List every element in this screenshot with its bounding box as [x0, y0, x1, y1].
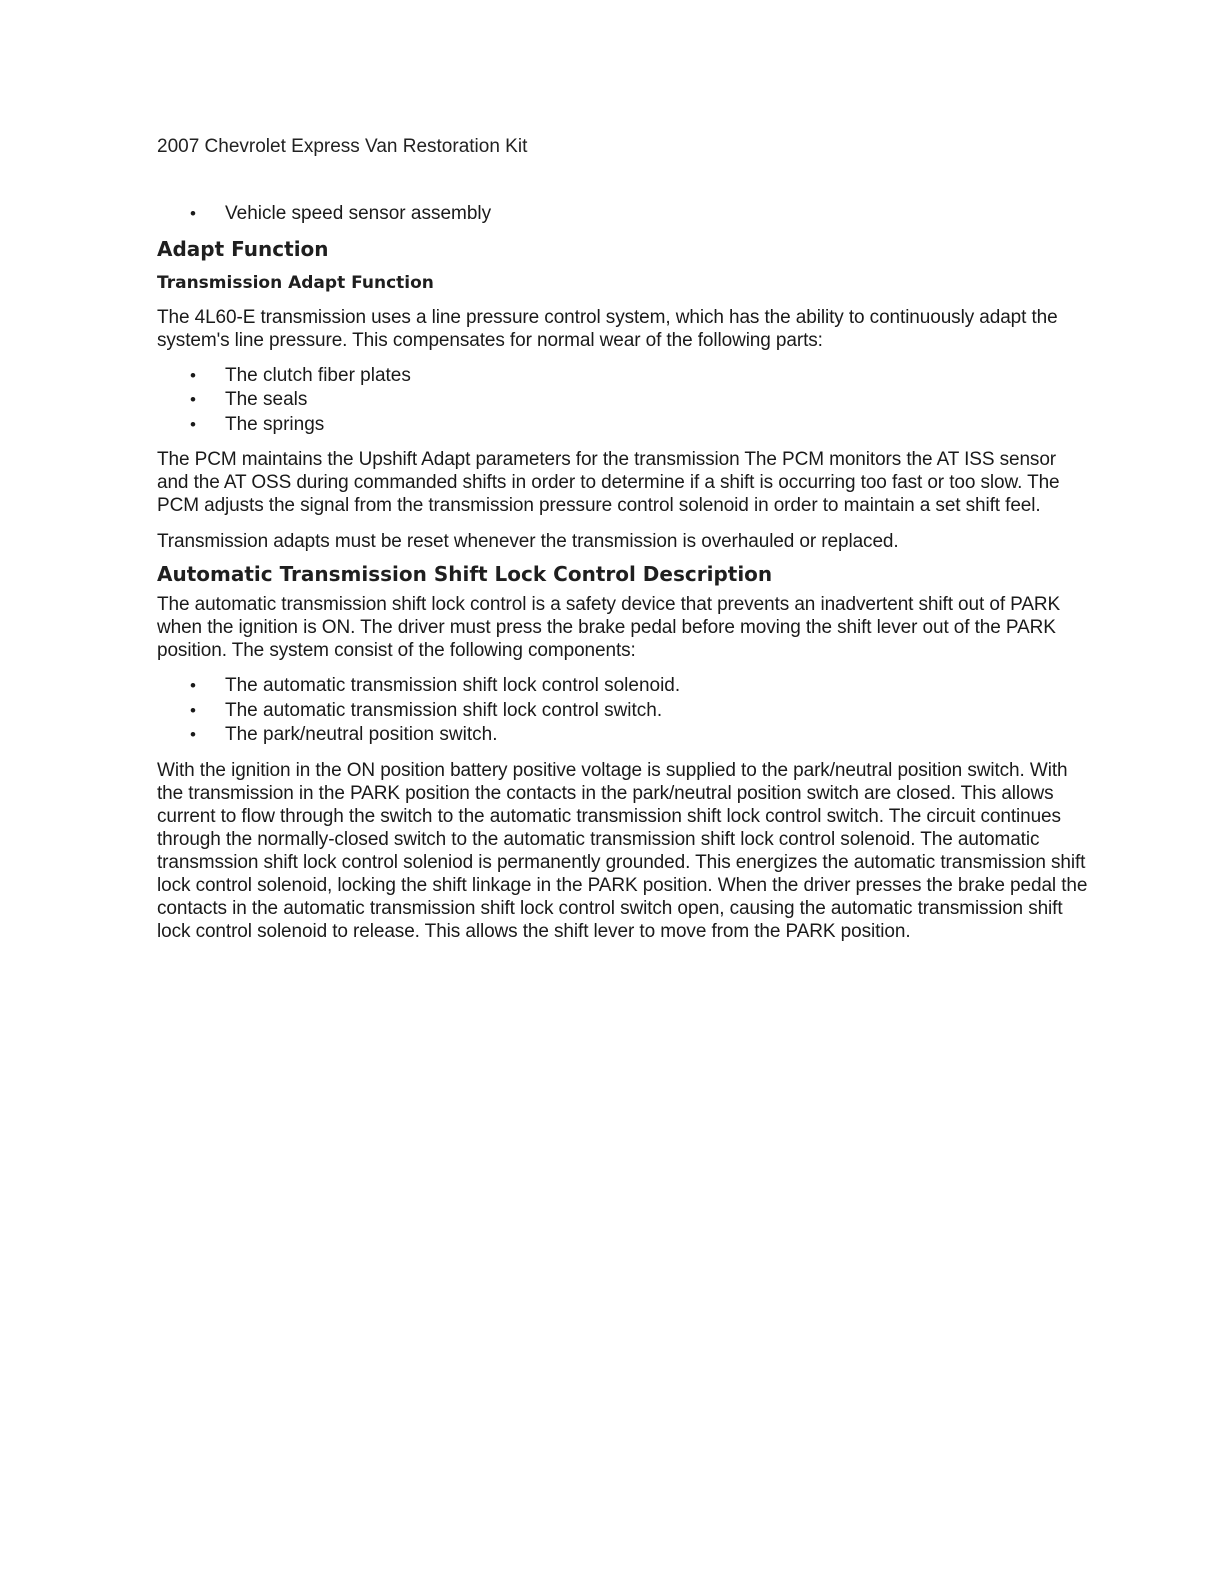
section-heading-shift-lock-control: Automatic Transmission Shift Lock Control Description: [157, 562, 773, 586]
shift-lock-section: [157, 559, 1092, 943]
list-item: • The automatic transmission shift lock control solenoid.: [190, 674, 1092, 699]
paragraph-shift-lock-intro: The automatic transmission shift lock control is a safety device that prevents an inadvertent shift out of PARK when the ignition is ON. The driver must press the brake pedal before moving the shift lever out of the PARK position. The system consist of the following components:: [157, 594, 1061, 661]
paragraph-upshift-adapt: The PCM maintains the Upshift Adapt parameters for the transmission The PCM monitors the AT ISS sensor and the AT OSS during commanded shifts in order to determine if a shift is occurring too fast or too slow. The PCM adjusts the signal from the transmission pressure control solenoid in order to maintain a set shift feel.: [157, 449, 1060, 516]
shift-lock-components-list: [157, 674, 1092, 748]
list-item: • Vehicle speed sensor assembly: [190, 202, 1092, 227]
document-body: [157, 200, 1092, 943]
subheading-transmission-adapt-function: Transmission Adapt Function: [157, 272, 434, 293]
list-item: • The clutch fiber plates: [190, 364, 1092, 389]
wear-parts-list: [157, 364, 1092, 438]
list-item: • The seals: [190, 388, 1092, 413]
section-heading-adapt-function: Adapt Function: [157, 236, 329, 261]
paragraph-adapt-intro: The 4L60-E transmission uses a line pressure control system, which has the ability to continuously adapt the system's line pressure. This compensates for normal wear of the following parts:: [157, 306, 1058, 351]
paragraph-shift-lock-operation: With the ignition in the ON position battery positive voltage is supplied to the park/neutral position switch. With the transmission in the PARK position the contacts in the park/neutral position switch are closed. This allows current to flow through the switch to the automatic transmission shift lock control switch. The circuit continues through the normally-closed switch to the automatic transmission shift lock control solenoid. The automatic transmssion shift lock control soleniod is permanently grounded. This energizes the automatic transmission shift lock control solenoid, locking the shift linkage in the PARK position. When the driver presses the brake pedal the contacts in the automatic transmission shift lock control switch open, causing the automatic transmission shift lock control solenoid to release. This allows the shift lever to move from the PARK position.: [157, 759, 1088, 942]
adapt-function-section: [157, 234, 1092, 554]
list-item: • The automatic transmission shift lock control switch.: [190, 699, 1092, 724]
document-header-title: 2007 Chevrolet Express Van Restoration Kit: [157, 136, 528, 157]
top-bullet-list: [157, 202, 1092, 227]
paragraph-adapts-reset: Transmission adapts must be reset whenever the transmission is overhauled or replaced.: [157, 531, 899, 552]
list-item: • The park/neutral position switch.: [190, 723, 1092, 748]
list-item: • The springs: [190, 413, 1092, 438]
